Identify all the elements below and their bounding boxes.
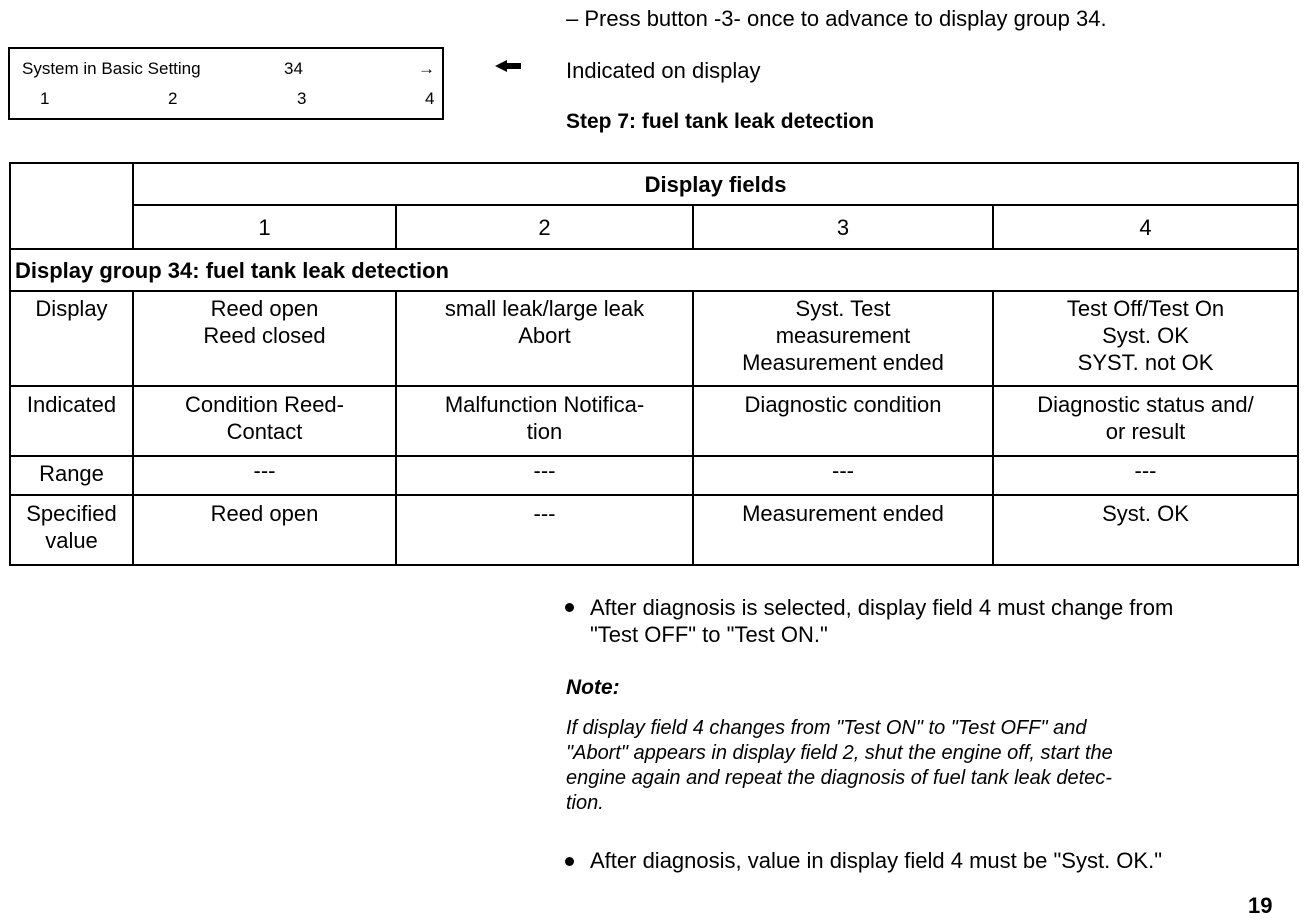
instruction-text: – Press button -3- once to advance to display group 34. (566, 6, 1107, 31)
bullet-paragraph-2: After diagnosis, value in display field 4 must be "Syst. OK." (590, 848, 1162, 873)
table-cell: small leak/large leak Abort (396, 291, 693, 386)
table-cell: Diagnostic status and/ or result (993, 386, 1298, 456)
table-corner-cell (10, 163, 133, 249)
pointer-icon (493, 56, 523, 76)
display-panel-group: 34 (284, 59, 303, 78)
table-row (10, 495, 1298, 565)
field-number-2: 2 (396, 205, 693, 249)
field-number-3: 3 (693, 205, 993, 249)
row-label-specified-value: Specified value (10, 495, 133, 565)
table-cell: Malfunction Notifica- tion (396, 386, 693, 456)
table-cell: Reed open Reed closed (133, 291, 396, 386)
bullet-paragraph-1: After diagnosis is selected, display field 4 must change from "Test OFF" to "Test ON." (590, 595, 1174, 647)
table-cell: Condition Reed- Contact (133, 386, 396, 456)
display-group-label: Display group 34: fuel tank leak detection (10, 249, 1298, 291)
table-cell: Syst. OK (993, 495, 1298, 565)
table-cell: --- (693, 456, 993, 495)
table-cell: --- (993, 456, 1298, 495)
page-number: 19 (1248, 893, 1273, 918)
table-cell: --- (133, 456, 396, 495)
table-cell: --- (396, 456, 693, 495)
bullet-icon (565, 857, 574, 866)
pointer-caption: Indicated on display (566, 58, 761, 83)
display-field-4: 4 (425, 89, 435, 108)
note-title: Note: (566, 676, 620, 699)
table-cell: Reed open (133, 495, 396, 565)
row-label-range: Range (10, 456, 133, 495)
table-cell: Syst. Test measurement Measurement ended (693, 291, 993, 386)
table-cell: Diagnostic condition (693, 386, 993, 456)
display-field-3: 3 (297, 89, 307, 108)
display-fields-table (9, 162, 1299, 566)
display-panel-title: System in Basic Setting (22, 59, 201, 78)
table-row (10, 291, 1298, 386)
table-row (10, 386, 1298, 456)
table-cell: --- (396, 495, 693, 565)
display-field-1: 1 (40, 89, 50, 108)
row-label-display: Display (10, 291, 133, 386)
table-cell: Measurement ended (693, 495, 993, 565)
row-label-indicated: Indicated (10, 386, 133, 456)
note-body: If display field 4 changes from "Test ON" to "Test OFF" and "Abort" appears in display field 2, shut the engine off, start the engine again and repeat the diagnosis of fuel tank leak detec- tion. (566, 717, 1113, 814)
display-fields-header: Display fields (133, 163, 1298, 205)
right-arrow-icon: → (418, 59, 435, 78)
display-field-2: 2 (168, 89, 178, 108)
display-panel (8, 47, 444, 120)
field-number-4: 4 (993, 205, 1298, 249)
table-cell: Test Off/Test On Syst. OK SYST. not OK (993, 291, 1298, 386)
step-title: Step 7: fuel tank leak detection (566, 110, 875, 133)
bullet-icon (565, 603, 574, 612)
table-row (10, 456, 1298, 495)
field-number-1: 1 (133, 205, 396, 249)
